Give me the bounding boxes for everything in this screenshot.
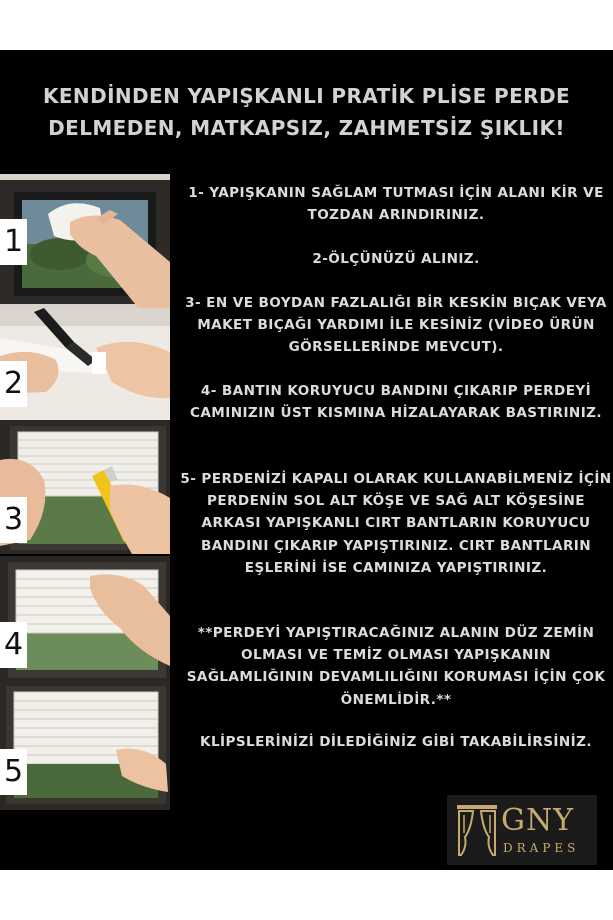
step-5-text: 5- PERDENİZİ KAPALI OLARAK KULLANABİLMENİZ İÇİN PERDENİN SOL ALT KÖŞE VE SAĞ ALT KÖŞESİNE ARKASI YAPIŞKANLI CIRT BANTLARIN KORUYUCU BANDINI ÇIKARIP YAPIŞTIRINIZ. CIRT BANTLARIN EŞLERİNİ İSE CAMINIZA YAPIŞTIRINIZ. (180, 471, 612, 576)
step-4-number: 4 (0, 622, 27, 668)
page-title-line-1: KENDİNDEN YAPIŞKANLI PRATİK PLİSE PERDE (42, 84, 571, 108)
step-2-number: 2 (0, 361, 27, 407)
logo-sub-text: DRAPES (503, 841, 580, 855)
step-3-text: 3- EN VE BOYDAN FAZLALIĞI BİR KESKİN BIÇAK VEYA MAKET BIÇAĞI YARDIMI İLE KESİNİZ (VİDEO ÜRÜN GÖRSELLERİNDE MEVCUT). (185, 295, 607, 356)
logo-brand-text: GNY (501, 803, 575, 838)
step-1-text: 1- YAPIŞKANIN SAĞLAM TUTMASI İÇİN ALANI KİR VE TOZDAN ARINDIRINIZ. (188, 185, 604, 224)
step-1-number: 1 (0, 219, 27, 265)
clips-text: KLİPSLERİNİZİ DİLEDİĞİNİZ GİBİ TAKABİLİRSİNİZ. (200, 734, 592, 750)
gny-drapes-logo (447, 795, 597, 865)
step-2-text: 2-ÖLÇÜNÜZÜ ALINIZ. (312, 251, 480, 267)
step-4-text: 4- BANTIN KORUYUCU BANDINI ÇIKARIP PERDEYİ CAMINIZIN ÜST KISMINA HİZALAYARAK BASTIRINIZ. (190, 383, 602, 422)
note-text: **PERDEYİ YAPIŞTIRACAĞINIZ ALANIN DÜZ ZEMİN OLMASI VE TEMİZ OLMASI YAPIŞKANIN SAĞLAMLIĞININ DEVAMLILIĞINI KORUMASI İÇİN ÇOK ÖNEMLİDİR.** (186, 625, 606, 708)
step-5-number: 5 (0, 749, 27, 795)
page-title-line-2: DELMEDEN, MATKAPSIZ, ZAHMETSİZ ŞIKLIK! (48, 116, 565, 140)
step-3-number: 3 (0, 497, 27, 543)
curtain-icon (455, 803, 499, 857)
